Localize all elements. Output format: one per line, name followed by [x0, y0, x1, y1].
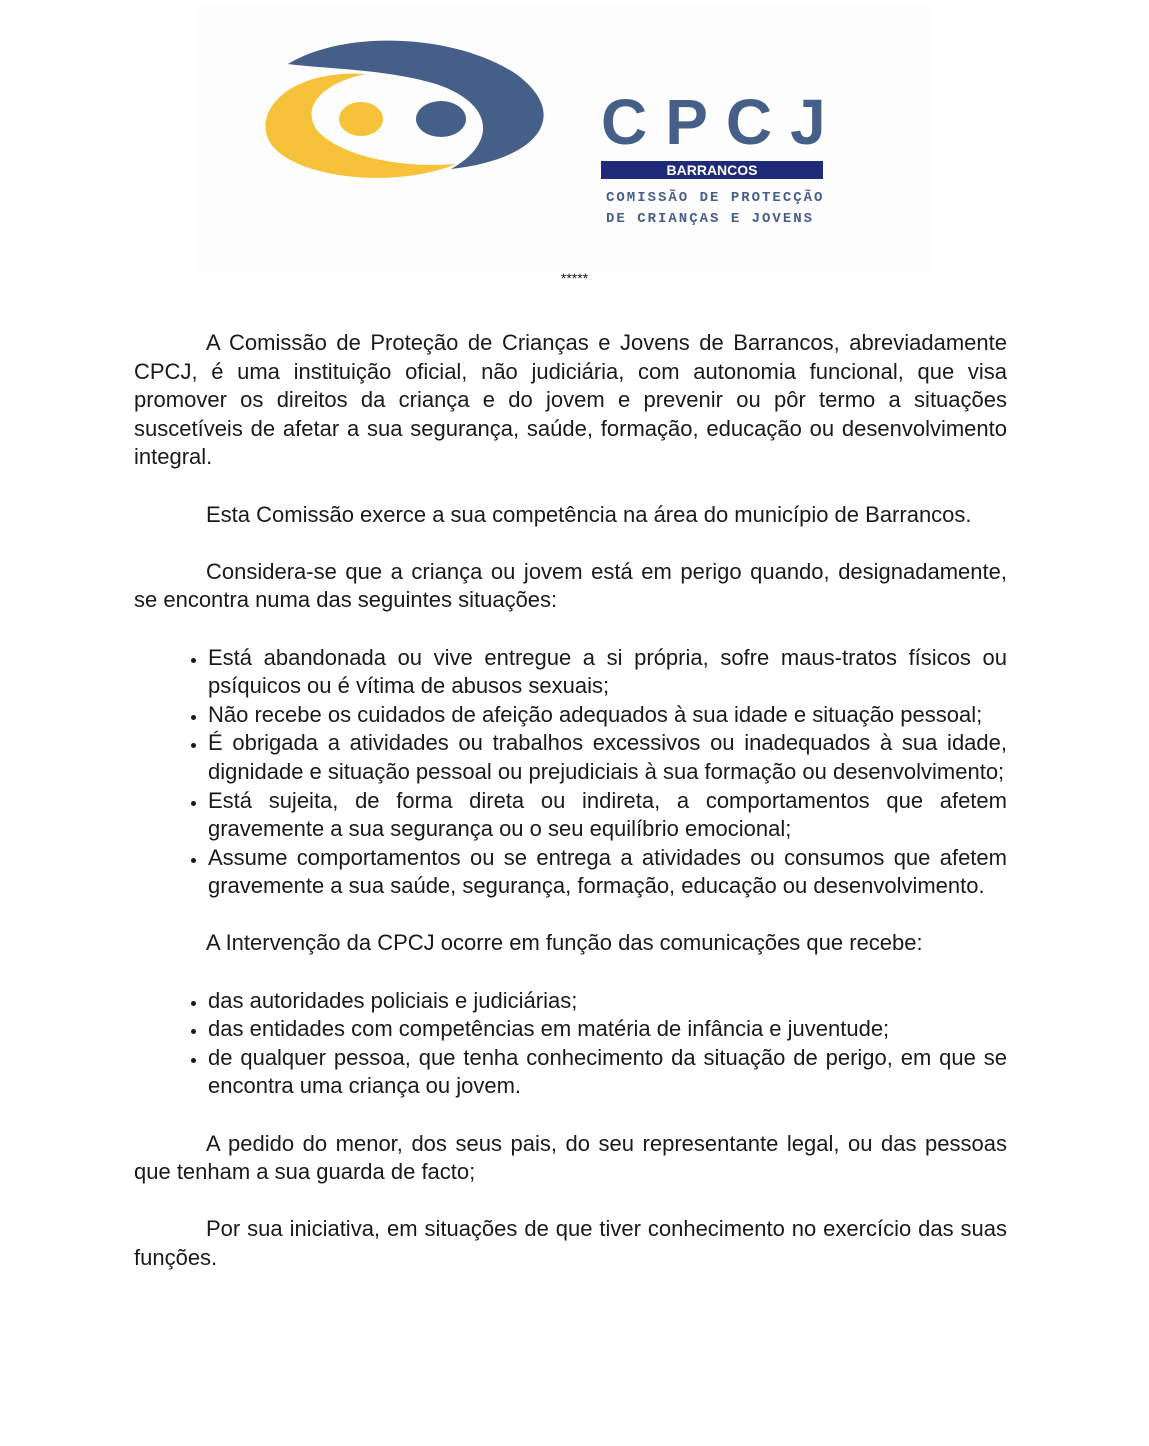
list-item: • Está abandonada ou vive entregue a si própria, sofre maus-tratos físicos ou psíquicos ou é vítima de abusos sexuais; — [208, 644, 1007, 701]
paragraph-intervention: A Intervenção da CPCJ ocorre em função das comunicações que recebe: — [206, 930, 923, 956]
list-item: • de qualquer pessoa, que tenha conhecimento da situação de perigo, em que se encontra uma criança ou jovem. — [208, 1044, 1007, 1101]
list-item: • das entidades com competências em matéria de infância e juventude; — [208, 1015, 1007, 1044]
list-item: • Assume comportamentos ou se entrega a atividades ou consumos que afetem gravemente a sua saúde, segurança, formação, educação ou desenvolvimento. — [208, 844, 1007, 901]
paragraph-competence: Esta Comissão exerce a sua competência na área do município de Barrancos. — [206, 501, 972, 527]
danger-situations-list — [134, 644, 1007, 901]
list-item: • Não recebe os cuidados de afeição adequados à sua idade e situação pessoal; — [208, 701, 1007, 730]
paragraph-request: A pedido do menor, dos seus pais, do seu representante legal, ou das pessoas que tenham a sua guarda de facto; — [134, 1130, 1007, 1185]
paragraph-initiative: Por sua iniciativa, em situações de que tiver conhecimento no exercício das suas funções. — [134, 1216, 1007, 1270]
separator: ***** — [560, 270, 589, 286]
svg-text:DE CRIANÇAS E JOVENS: DE CRIANÇAS E JOVENS — [606, 211, 815, 227]
svg-text:BARRANCOS: BARRANCOS — [666, 162, 758, 178]
cpcj-emblem — [196, 4, 931, 272]
paragraph-danger-intro: Considera-se que a criança ou jovem está em perigo quando, designadamente, se encontra numa das seguintes situações: — [134, 558, 1007, 613]
document-body — [134, 329, 1007, 1301]
cpcj-logo — [196, 4, 931, 272]
list-item: • das autoridades policiais e judiciárias; — [208, 987, 1007, 1016]
communication-sources-list — [134, 987, 1007, 1101]
list-item: • É obrigada a atividades ou trabalhos excessivos ou inadequados à sua idade, dignidade e situação pessoal ou prejudiciais à sua formação ou desenvolvimento; — [208, 729, 1007, 786]
svg-text:CPCJ: CPCJ — [601, 86, 844, 158]
list-item: • Está sujeita, de forma direta ou indireta, a comportamentos que afetem gravemente a sua segurança ou o seu equilíbrio emocional; — [208, 787, 1007, 844]
svg-text:COMISSÃO DE PROTECÇÃO: COMISSÃO DE PROTECÇÃO — [606, 190, 825, 206]
paragraph-intro: A Comissão de Proteção de Crianças e Jovens de Barrancos, abreviadamente CPCJ, é uma instituição oficial, não judiciária, com autonomia funcional, que visa promover os direitos da criança e do jovem e prevenir ou pôr termo a situações suscetíveis de afetar a sua segurança, saúde, formação, educação ou desenvolvimento integral. — [134, 330, 1007, 470]
